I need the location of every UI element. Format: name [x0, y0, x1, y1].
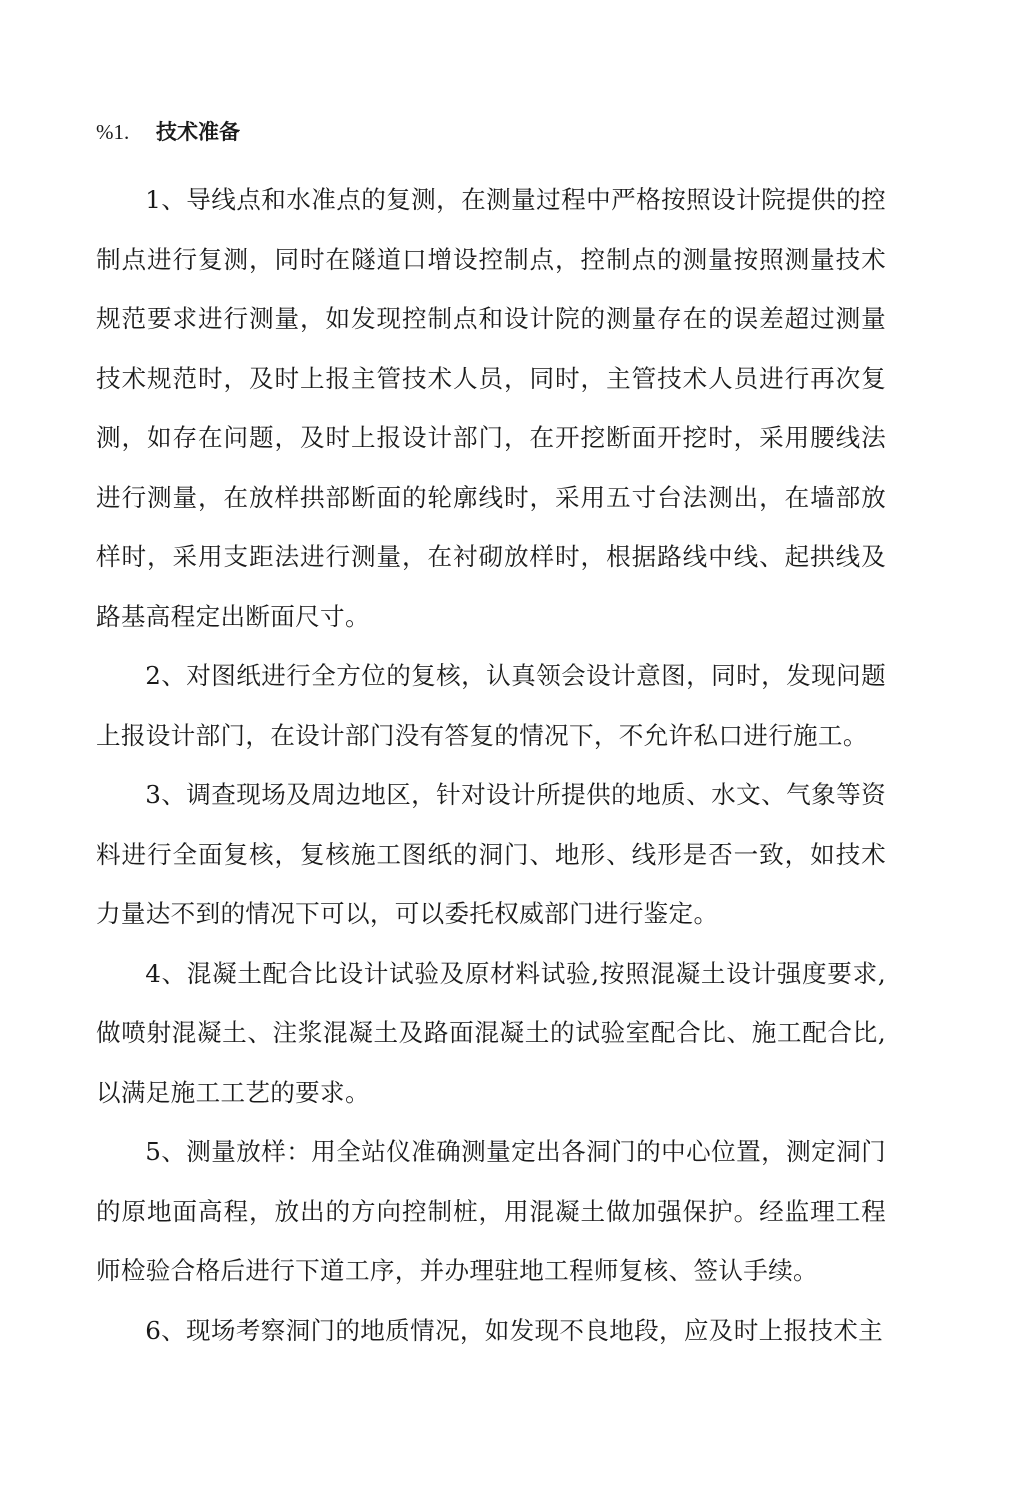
paragraph-6: 6、现场考察洞门的地质情况，如发现不良地段，应及时上报技术主	[145, 1315, 884, 1345]
section-number: %1.	[96, 120, 130, 144]
paragraph-3: 3、调查现场及周边地区，针对设计所提供的地质、水文、气象等资料进行全面复核，复核施工图纸的洞门、地形、线形是否一致，如技术力量达不到的情况下可以，可以委托权威部门进行鉴定。	[96, 780, 886, 928]
paragraph-1: 1、导线点和水准点的复测，在测量过程中严格按照设计院提供的控制点进行复测，同时在隧道口增设控制点，控制点的测量按照测量技术规范要求进行测量，如发现控制点和设计院的测量存在的误差超过测量技术规范时，及时上报主管技术人员，同时，主管技术人员进行再次复测，如存在问题，及时上报设计部门，在开挖断面开挖时，采用腰线法进行测量，在放样拱部断面的轮廓线时，采用五寸台法测出，在墙部放样时，采用支距法进行测量，在衬砌放样时，根据路线中线、起拱线及路基高程定出断面尺寸。	[96, 185, 886, 631]
paragraph-5: 5、测量放样：用全站仪准确测量定出各洞门的中心位置，测定洞门的原地面高程，放出的方向控制桩，用混凝土做加强保护。经监理工程师检验合格后进行下道工序，并办理驻地工程师复核、签认手续。	[96, 1137, 886, 1285]
paragraph-2: 2、对图纸进行全方位的复核，认真领会设计意图，同时，发现问题上报设计部门，在设计部门没有答复的情况下，不允许私口进行施工。	[96, 661, 886, 750]
section-heading	[96, 114, 240, 150]
section-title: 技术准备	[156, 120, 240, 144]
paragraph-4: 4、混凝土配合比设计试验及原材料试验,按照混凝土设计强度要求,做喷射混凝土、注浆混凝土及路面混凝土的试验室配合比、施工配合比,以满足施工工艺的要求。	[96, 958, 886, 1107]
document-body	[96, 170, 886, 1360]
